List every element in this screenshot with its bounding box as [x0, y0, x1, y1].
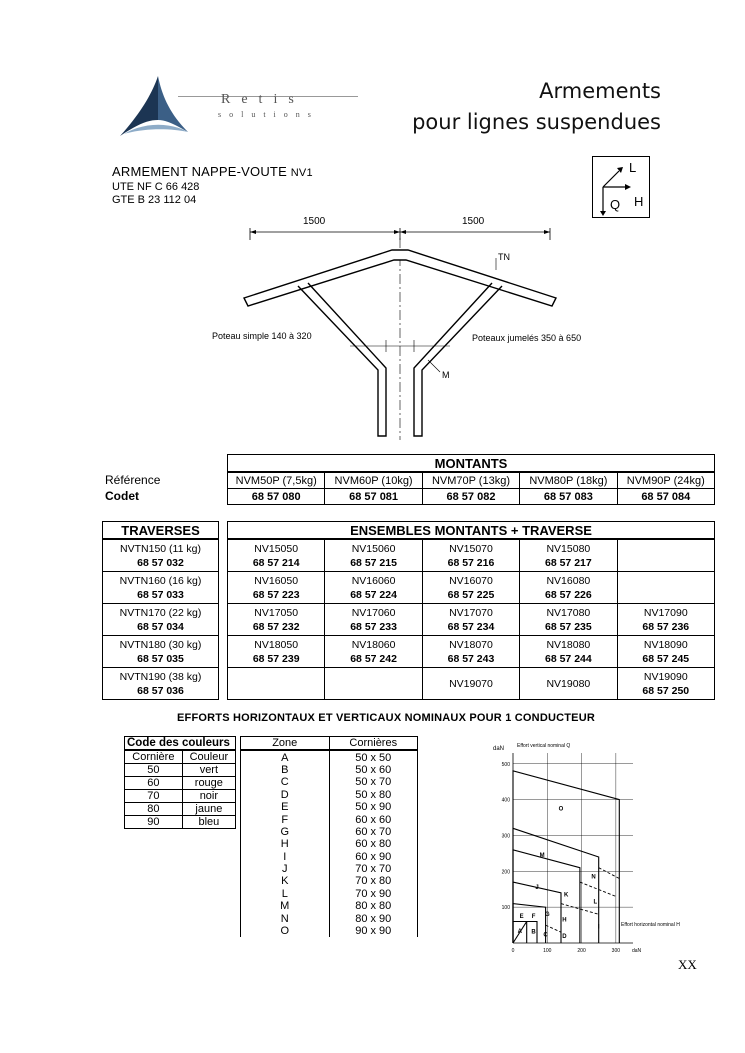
- chart-zone-label: A: [517, 928, 523, 935]
- zone-row: [241, 750, 418, 763]
- chart-y-tick-label: 500: [501, 761, 510, 768]
- ensemble-code: 68 57 216: [447, 556, 495, 569]
- zone-corniere: 80 x 80: [329, 900, 418, 912]
- couleur-row: [125, 764, 236, 777]
- ensemble-code: 68 57 232: [252, 620, 300, 633]
- ensemble-name: NV16050: [254, 574, 299, 587]
- chart-y-tick-label: 100: [501, 905, 510, 912]
- traverse-code: 68 57 032: [137, 556, 184, 569]
- ensemble-name: NV17090: [643, 606, 688, 619]
- zone-letter: M: [241, 900, 330, 912]
- montant-ref: NVM50P (7,5kg): [228, 472, 325, 489]
- zone-row: [241, 888, 418, 900]
- ensemble-code: 68 57 217: [545, 556, 592, 569]
- chart-zone-label: L: [593, 899, 598, 906]
- dim-left-label: 1500: [303, 216, 326, 227]
- chart-dashed-boundary: [599, 868, 620, 879]
- couleur-couleur: noir: [182, 790, 235, 803]
- zone-row: [241, 776, 418, 788]
- zone-row: [241, 826, 418, 838]
- zone-row: [241, 801, 418, 813]
- chart-x-unit: daN: [632, 948, 642, 954]
- montant-code: 68 57 083: [520, 489, 617, 505]
- chart-zone-label: G: [544, 912, 550, 919]
- page-title-line1: Armements: [539, 79, 661, 103]
- chart-zone-boundary: [513, 850, 580, 943]
- zone-row: [241, 875, 418, 887]
- zone-letter: N: [241, 912, 330, 924]
- traverse-code: 68 57 034: [137, 620, 184, 633]
- chart-x-tick-label: 0: [511, 948, 515, 954]
- montant-code: 68 57 080: [228, 489, 325, 505]
- chart-zone-boundary: [513, 828, 599, 943]
- chart-zone-label: J: [535, 885, 539, 892]
- ensemble-name: NV15070: [449, 542, 493, 555]
- zone-letter: I: [241, 851, 330, 863]
- ensemble-cell: [617, 636, 714, 668]
- chart-x-tick-label: 100: [543, 948, 552, 954]
- chart-zone-label: F: [531, 913, 536, 920]
- chart-xlabel-desc: Effort horizontal nominal H: [621, 922, 680, 928]
- zone-corniere: 70 x 80: [329, 875, 418, 887]
- ensemble-code: 68 57 224: [350, 588, 397, 601]
- montants-header: MONTANTS: [228, 455, 715, 473]
- chart-zone-label: C: [543, 932, 548, 939]
- ensembles-table: [227, 521, 715, 700]
- ensemble-cell: [228, 572, 325, 604]
- traverse-name: NVTN190 (38 kg): [119, 670, 202, 683]
- ensemble-cell: [325, 636, 422, 668]
- ensemble-code: 68 57 215: [350, 556, 397, 569]
- zone-corniere: 70 x 90: [329, 888, 418, 900]
- chart-zone-label: K: [563, 892, 569, 899]
- chart-zone-label: O: [558, 806, 564, 813]
- couleur-corniere: 50: [125, 764, 183, 777]
- zone-corniere: 60 x 90: [329, 851, 418, 863]
- couleur-couleur: bleu: [182, 816, 235, 829]
- zone-letter: E: [241, 801, 330, 813]
- dim-right-label: 1500: [462, 216, 485, 227]
- montants-table: [227, 454, 715, 505]
- traverse-name: NVTN170 (22 kg): [119, 606, 202, 619]
- armement-title-suffix: NV1: [290, 167, 313, 179]
- zone-letter: F: [241, 813, 330, 825]
- traverse-name: NVTN180 (30 kg): [119, 638, 202, 651]
- ensemble-code: 68 57 239: [252, 652, 300, 665]
- chart-ylabel-desc: Effort vertical nominal Q: [517, 743, 571, 749]
- ensembles-header: ENSEMBLES MONTANTS + TRAVERSE: [228, 522, 715, 540]
- ensemble-row: [228, 539, 715, 572]
- ensemble-cell: [228, 636, 325, 668]
- zone-letter: O: [241, 925, 330, 937]
- axis-label-l: L: [629, 160, 637, 175]
- ensemble-cell: [228, 668, 325, 700]
- axis-label-h: H: [634, 194, 644, 209]
- chart-y-tick-label: 400: [501, 797, 510, 804]
- traverse-code: 68 57 035: [137, 652, 184, 665]
- ensemble-cell: [617, 539, 714, 572]
- ensemble-cell: [617, 668, 714, 700]
- ensemble-name: NV19080: [546, 677, 591, 690]
- ensemble-cell: [422, 572, 519, 604]
- couleurs-col-couleur: Couleur: [182, 750, 235, 764]
- ensemble-name: NV17060: [351, 606, 396, 619]
- zone-corniere: 50 x 50: [329, 750, 418, 763]
- label-reference: Référence: [105, 473, 161, 487]
- couleur-couleur: jaune: [182, 803, 235, 816]
- norm-gte: GTE B 23 112 04: [112, 194, 197, 206]
- axes-box: [592, 156, 650, 218]
- ensemble-cell: [228, 539, 325, 572]
- traverse-cell: [103, 668, 219, 700]
- couleurs-title: Code des couleurs: [125, 737, 236, 751]
- ensemble-cell: [325, 572, 422, 604]
- zone-corniere: 90 x 90: [329, 925, 418, 937]
- ensemble-cell: [422, 668, 519, 700]
- zone-corniere: 50 x 80: [329, 789, 418, 801]
- label-codet: Codet: [105, 489, 139, 503]
- zone-row: [241, 863, 418, 875]
- zone-corniere: 50 x 90: [329, 801, 418, 813]
- zone-letter: J: [241, 863, 330, 875]
- ensemble-code: 68 57 244: [545, 652, 592, 665]
- label-poteaux-jumeles: Poteaux jumelés 350 à 650: [472, 333, 582, 343]
- ensemble-cell: [520, 668, 617, 700]
- ensemble-code: 68 57 245: [642, 652, 690, 665]
- traverses-table: [102, 521, 219, 700]
- chart-zone-label: D: [562, 933, 567, 940]
- chart-zone-label: N: [591, 874, 596, 881]
- ensemble-name: NV16070: [449, 574, 493, 587]
- zone-row: [241, 912, 418, 924]
- chart-zone-label: M: [539, 852, 545, 859]
- chart-y-tick-label: 300: [501, 833, 510, 840]
- ensemble-cell: [228, 604, 325, 636]
- logo-word: Retis: [221, 92, 305, 107]
- traverse-name: NVTN150 (11 kg): [120, 542, 201, 555]
- zone-letter: H: [241, 838, 330, 850]
- couleur-corniere: 60: [125, 777, 183, 790]
- zone-corniere: 60 x 60: [329, 813, 418, 825]
- ensemble-cell: [422, 636, 519, 668]
- ensemble-name: NV18070: [449, 638, 493, 651]
- zones-col-cornieres: Cornières: [329, 737, 418, 751]
- traverse-cell: [103, 539, 219, 572]
- ensemble-name: NV18050: [254, 638, 299, 651]
- zones-table: [240, 736, 418, 937]
- ensemble-name: NV19090: [643, 670, 688, 683]
- ensemble-cell: [617, 604, 714, 636]
- couleur-corniere: 80: [125, 803, 183, 816]
- logo-mark-icon: [118, 74, 193, 139]
- zone-row: [241, 838, 418, 850]
- montant-ref: NVM80P (18kg): [520, 472, 617, 489]
- ensemble-name: NV15060: [351, 542, 396, 555]
- couleurs-table: [124, 736, 236, 829]
- zones-col-zone: Zone: [241, 737, 330, 751]
- zone-corniere: 50 x 70: [329, 776, 418, 788]
- page-number: XX: [678, 957, 697, 972]
- ensemble-cell: [520, 539, 617, 572]
- ensemble-row: [228, 636, 715, 668]
- zone-corniere: 60 x 70: [329, 826, 418, 838]
- zone-letter: L: [241, 888, 330, 900]
- ensemble-name: NV16080: [546, 574, 591, 587]
- ensemble-code: 68 57 243: [447, 652, 495, 665]
- couleur-row: [125, 777, 236, 790]
- chart-zone-label: I: [597, 924, 600, 931]
- traverses-header: TRAVERSES: [103, 522, 219, 540]
- ensemble-name: NV17080: [546, 606, 591, 619]
- page-title-line2: pour lignes suspendues: [412, 110, 661, 134]
- armement-title-text: ARMEMENT NAPPE-VOUTE: [112, 164, 287, 179]
- traverse-name: NVTN160 (16 kg): [119, 574, 202, 587]
- ensemble-row: [228, 668, 715, 700]
- ensemble-name: NV15050: [254, 542, 299, 555]
- efforts-chart: [483, 738, 680, 958]
- armement-title: [112, 164, 313, 179]
- ensemble-code: 68 57 233: [350, 620, 397, 633]
- montant-code: 68 57 084: [617, 489, 714, 505]
- zone-corniere: 80 x 90: [329, 912, 418, 924]
- chart-zone-label: B: [531, 929, 536, 936]
- zone-letter: G: [241, 826, 330, 838]
- armement-drawing: [200, 210, 620, 440]
- ensemble-name: NV18090: [643, 638, 688, 651]
- ensemble-cell: [617, 572, 714, 604]
- zone-letter: C: [241, 776, 330, 788]
- logo: [118, 74, 358, 144]
- ensemble-code: 68 57 250: [642, 684, 690, 697]
- traverse-cell: [103, 604, 219, 636]
- zone-corniere: 60 x 80: [329, 838, 418, 850]
- traverse-code: 68 57 036: [137, 684, 184, 697]
- ensemble-code: 68 57 223: [252, 588, 300, 601]
- ensemble-cell: [520, 572, 617, 604]
- montant-ref: NVM70P (13kg): [422, 472, 519, 489]
- label-poteau-simple: Poteau simple 140 à 320: [212, 331, 312, 341]
- ensemble-row: [228, 604, 715, 636]
- montant-ref: NVM60P (10kg): [325, 472, 422, 489]
- zone-row: [241, 925, 418, 937]
- zone-row: [241, 789, 418, 801]
- zone-letter: D: [241, 789, 330, 801]
- montant-ref: NVM90P (24kg): [617, 472, 714, 489]
- zone-row: [241, 851, 418, 863]
- chart-y-tick-label: 200: [501, 869, 510, 876]
- chart-zone-label: E: [519, 913, 524, 920]
- chart-zone-boundary: [513, 904, 546, 943]
- couleurs-col-corniere: Cornière: [125, 750, 183, 764]
- traverse-cell: [103, 636, 219, 668]
- zone-corniere: 70 x 70: [329, 863, 418, 875]
- ensemble-cell: [325, 539, 422, 572]
- efforts-title: EFFORTS HORIZONTAUX ET VERTICAUX NOMINAUX POUR 1 CONDUCTEUR: [177, 712, 595, 724]
- zone-row: [241, 764, 418, 776]
- ensemble-name: NV18080: [546, 638, 591, 651]
- couleur-corniere: 90: [125, 816, 183, 829]
- couleur-row: [125, 790, 236, 803]
- ensemble-name: NV17070: [449, 606, 493, 619]
- couleur-couleur: rouge: [182, 777, 235, 790]
- ensemble-name: NV16060: [351, 574, 396, 587]
- ensemble-cell: [520, 604, 617, 636]
- zone-letter: K: [241, 875, 330, 887]
- ensemble-code: 68 57 234: [447, 620, 495, 633]
- zone-row: [241, 813, 418, 825]
- ensemble-code: 68 57 235: [545, 620, 592, 633]
- zone-letter: B: [241, 764, 330, 776]
- chart-ylabel: daN: [493, 746, 505, 752]
- ensemble-cell: [325, 604, 422, 636]
- ensemble-name: NV18060: [351, 638, 396, 651]
- montant-code: 68 57 082: [422, 489, 519, 505]
- ensemble-cell: [422, 604, 519, 636]
- ensemble-cell: [325, 668, 422, 700]
- label-m: M: [442, 370, 450, 380]
- montant-code: 68 57 081: [325, 489, 422, 505]
- couleur-row: [125, 816, 236, 829]
- ensemble-name: NV17050: [254, 606, 299, 619]
- traverse-cell: [103, 572, 219, 604]
- ensemble-code: 68 57 226: [545, 588, 592, 601]
- ensemble-code: 68 57 242: [350, 652, 397, 665]
- axis-label-q: Q: [610, 197, 621, 212]
- chart-x-tick-label: 300: [611, 948, 621, 954]
- couleur-couleur: vert: [182, 764, 235, 777]
- zone-corniere: 50 x 60: [329, 764, 418, 776]
- traverse-code: 68 57 033: [137, 588, 184, 601]
- ensemble-code: 68 57 214: [252, 556, 300, 569]
- ensemble-code: 68 57 225: [447, 588, 495, 601]
- chart-x-tick-label: 200: [577, 948, 586, 954]
- norm-ute: UTE NF C 66 428: [112, 181, 200, 193]
- ensemble-name: NV19070: [449, 677, 493, 690]
- ensemble-code: 68 57 236: [642, 620, 690, 633]
- logo-subword: solutions: [218, 110, 319, 119]
- label-tn: TN: [498, 252, 510, 262]
- zone-letter: A: [241, 750, 330, 763]
- couleur-row: [125, 803, 236, 816]
- chart-dashed-boundary: [580, 882, 616, 896]
- ensemble-cell: [520, 636, 617, 668]
- couleur-corniere: 70: [125, 790, 183, 803]
- chart-dashed-boundary: [546, 925, 561, 932]
- zone-row: [241, 900, 418, 912]
- ensemble-cell: [422, 539, 519, 572]
- ensemble-row: [228, 572, 715, 604]
- ensemble-name: NV15080: [546, 542, 591, 555]
- chart-zone-label: H: [562, 917, 567, 924]
